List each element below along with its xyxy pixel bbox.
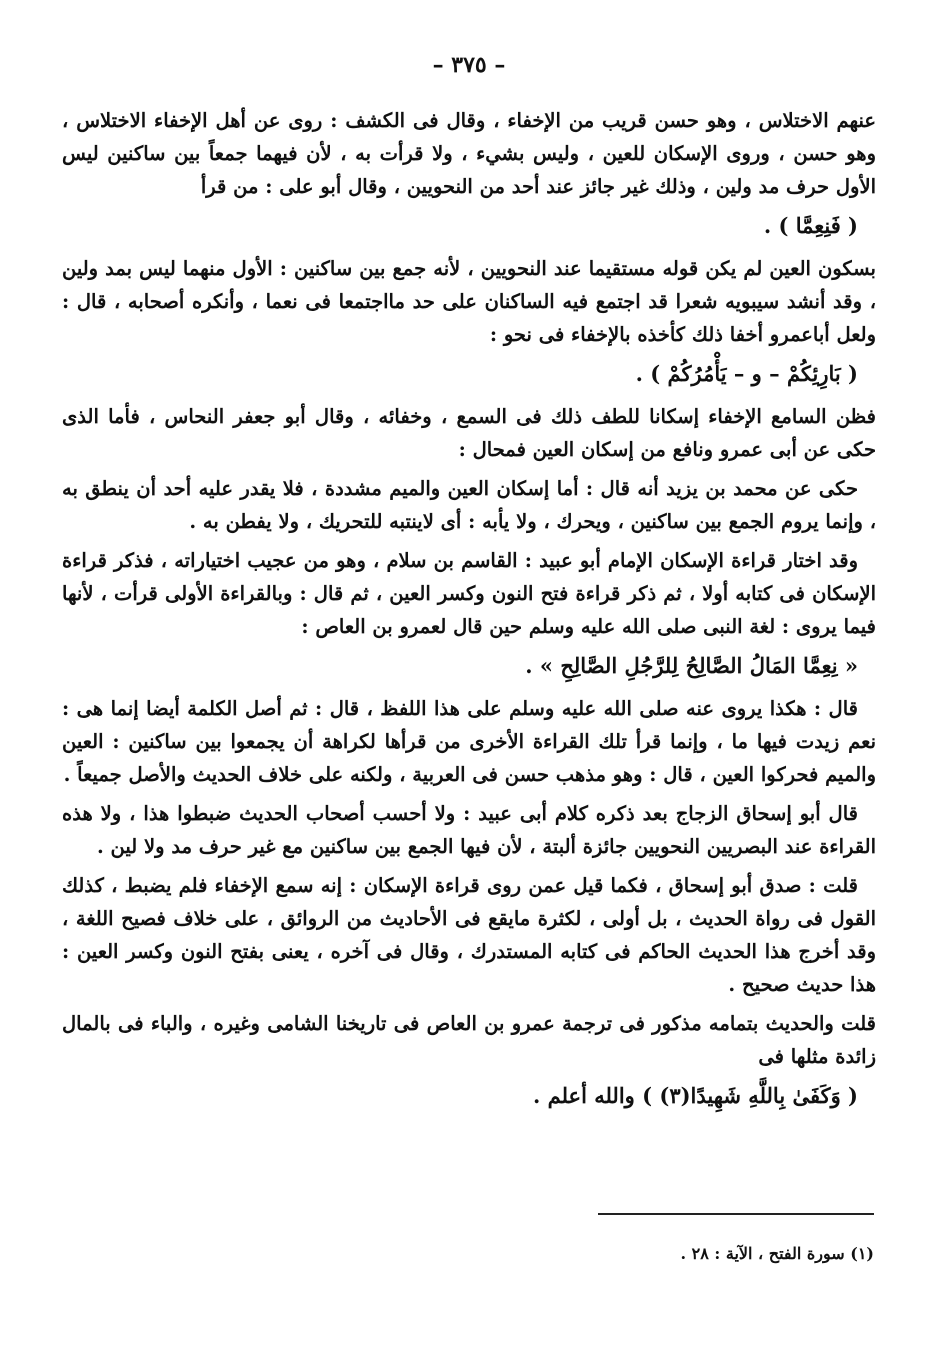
quran-verse: ( وَكَفَىٰ بِاللَّهِ شَهِيدًا(٣) ) والله أعلم .: [533, 1083, 858, 1108]
hadith-quote: « نِعِمَّا المَالُ الصَّالِحُ لِلرَّجُلِ الصَّالِحِ » .: [525, 653, 858, 678]
paragraph: قال : هكذا يروى عنه صلى الله عليه وسلم على هذا اللفظ ، قال : ثم أصل الكلمة أيضا إنما هى : نعم زيدت فيها ما ، وإنما قرأ تلك القراءة الأخرى من قرأها لكراهة أن يجمعوا بين ساكنين : العين والميم فحركوا العين ، قال : وهو مذهب حسن فى العربية ، ولكنه على خلاف الحديث والأصل جميعاً .: [62, 697, 876, 786]
paragraph: وقد اختار قراءة الإسكان الإمام أبو عبيد : القاسم بن سلام ، وهو من عجيب اختياراته ، فذكر قراءة الإسكان فى كتابه أولا ، ثم ذكر قراءة فتح النون وكسر العين ، ثم قال : وبالقراءة الأولى قرأت ، لأنها فيما يروى : لغة النبى صلى الله عليه وسلم حين قال لعمرو بن العاص :: [62, 549, 876, 638]
paragraph: قال أبو إسحاق الزجاج بعد ذكره كلام أبى عبيد : ولا أحسب أصحاب الحديث ضبطوا هذا ، ولا هذه القراءة عند البصريين النحويين جائزة ألبتة ، لأن فيها الجمع بين ساكنين مع غير حرف مد ولا لين .: [62, 802, 876, 858]
paragraph: قلت : صدق أبو إسحاق ، فكما قيل عمن روى قراءة الإسكان : إنه سمع الإخفاء فلم يضبط ، كذلك القول فى رواة الحديث ، بل أولى ، لكثرة مايقع فى الأحاديث من الروائق ، على خلاف فصيح اللغة ، وقد أخرج هذا الحديث الحاكم فى كتابه المستدرك ، وقال فى آخره ، يعنى بفتح النون وكسر العين : هذا حديث صحيح .: [62, 874, 876, 996]
paragraph: عنهم الاختلاس ، وهو حسن قريب من الإخفاء ، وقال فى الكشف : روى عن أهل الإخفاء الاختلاس ، وهو حسن ، وروى الإسكان للعين ، وليس بشيء ، ولا قرأت به ، لأن فيهما جمعاً بين ساكنين ليس الأول حرف مد ولين ، وذلك غير جائز عند أحد من النحويين ، وقال أبو على : من قرأ: [62, 109, 876, 198]
paragraph: قلت والحديث بتمامه مذكور فى ترجمة عمرو بن العاص فى تاريخنا الشامى وغيره ، والباء فى بالمال زائدة مثلها فى: [62, 1012, 876, 1068]
page-number: – ٣٧٥ –: [432, 52, 506, 78]
footnote-divider: [598, 1213, 874, 1215]
main-text: [62, 104, 876, 1112]
footnote: (١) سورة الفتح ، الآية : ٢٨ .: [680, 1244, 874, 1263]
paragraph: حكى عن محمد بن يزيد أنه قال : أما إسكان العين والميم مشددة ، فلا يقدر عليه أحد أن ينطق به ، وإنما يروم الجمع بين ساكنين ، ويحرك ، ولا يأبه : أى لاينتبه للتحريك ، ولا يفطن به .: [62, 477, 876, 533]
quran-verse: ( فَنِعِمَّا ) .: [763, 213, 858, 238]
paragraph: بسكون العين لم يكن قوله مستقيما عند النحويين ، لأنه جمع بين ساكنين : الأول منهما ليس بمد ولين ، وقد أنشد سيبويه شعرا قد اجتمع فيه الساكنان على حد مااجتمعا فى نعما ، وأنكره أصحابه ، قال : ولعل أباعمرو أخفا ذلك كأخذه بالإخفاء فى نحو :: [62, 257, 876, 346]
paragraph: فظن السامع الإخفاء إسكانا للطف ذلك فى السمع ، وخفائه ، وقال أبو جعفر النحاس ، فأما الذى حكى عن أبى عمرو ونافع من إسكان العين فمحال :: [62, 405, 876, 461]
quran-verse: ( بَارِئِكُمْ – و – يَأْمُرُكُمْ ) .: [635, 361, 858, 386]
